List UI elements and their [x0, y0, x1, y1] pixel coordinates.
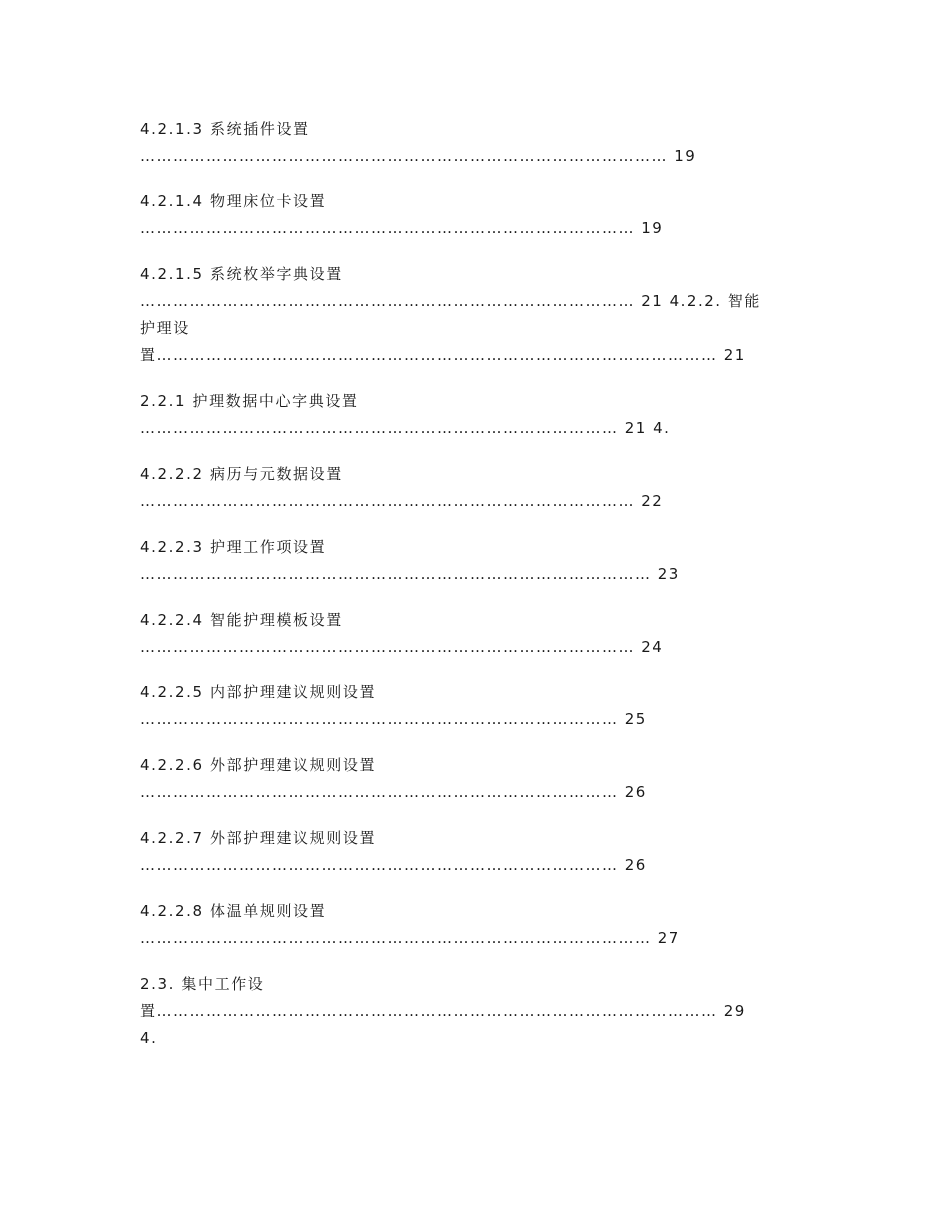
toc-heading-continuation: 4.	[140, 1029, 158, 1047]
toc-heading: 4.2.1.4 物理床位卡设置	[140, 192, 327, 210]
toc-heading: 4.2.2.6 外部护理建议规则设置	[140, 756, 377, 774]
toc-leader: …………………………………………………………………………… 21 4.	[140, 419, 671, 437]
toc-leader: …………………………………………………………………………… 25	[140, 710, 647, 728]
toc-leader: ……………………………………………………………………………… 24	[140, 638, 664, 656]
toc-leader: ………………………………………………………………………………… 23	[140, 565, 680, 583]
toc-heading: 2.2.1 护理数据中心字典设置	[140, 392, 359, 410]
toc-leader: 置………………………………………………………………………………………… 29	[140, 1002, 746, 1020]
toc-leader: …………………………………………………………………………………… 19	[140, 147, 697, 165]
toc-leader: ……………………………………………………………………………… 22	[140, 492, 664, 510]
toc-heading: 4.2.2.2 病历与元数据设置	[140, 465, 343, 483]
toc-leader: ……………………………………………………………………………… 21 4.2.2. 智能	[140, 292, 761, 310]
toc-leader: 置………………………………………………………………………………………… 21	[140, 346, 746, 364]
toc-heading: 4.2.2.3 护理工作项设置	[140, 538, 327, 556]
toc-leader: …………………………………………………………………………… 26	[140, 783, 647, 801]
toc-heading-continuation: 护理设	[140, 319, 190, 337]
toc-heading: 4.2.2.7 外部护理建议规则设置	[140, 829, 377, 847]
toc-heading: 2.3. 集中工作设	[140, 975, 265, 993]
toc-leader: …………………………………………………………………………… 26	[140, 856, 647, 874]
toc-leader: ……………………………………………………………………………… 19	[140, 219, 664, 237]
toc-heading: 4.2.2.5 内部护理建议规则设置	[140, 683, 377, 701]
toc-heading: 4.2.1.5 系统枚举字典设置	[140, 265, 343, 283]
toc-heading: 4.2.2.8 体温单规则设置	[140, 902, 327, 920]
toc-heading: 4.2.2.4 智能护理模板设置	[140, 611, 343, 629]
toc-leader: ………………………………………………………………………………… 27	[140, 929, 680, 947]
toc-heading: 4.2.1.3 系统插件设置	[140, 120, 310, 138]
